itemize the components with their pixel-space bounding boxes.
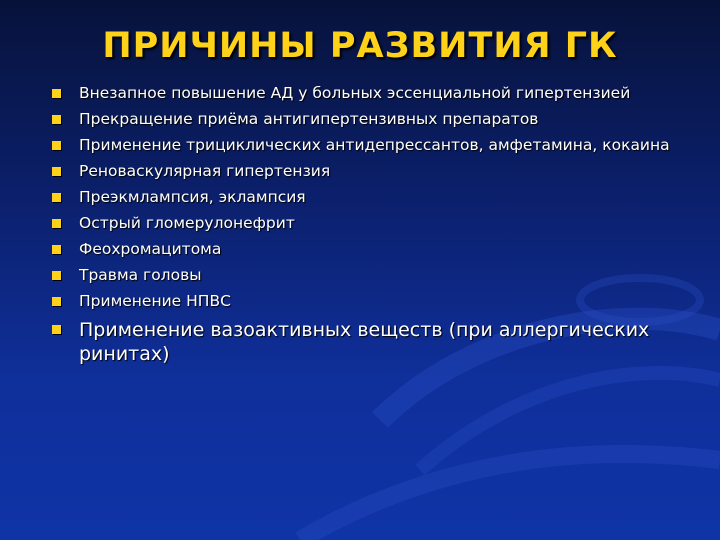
square-bullet-icon (52, 167, 61, 176)
square-bullet-icon (52, 325, 61, 334)
square-bullet-icon (52, 115, 61, 124)
list-item (52, 292, 692, 311)
list-item-text: Прекращение приёма антигипертензивных препаратов (79, 110, 539, 128)
square-bullet-icon (52, 219, 61, 228)
square-bullet-icon (52, 297, 61, 306)
list-item-text: Применение НПВС (79, 292, 231, 310)
square-bullet-icon (52, 141, 61, 150)
list-item (52, 136, 692, 155)
bullet-list (52, 84, 692, 373)
list-item (52, 214, 692, 233)
square-bullet-icon (52, 89, 61, 98)
list-item-text: Травма головы (79, 266, 202, 284)
list-item-text: Применение трициклических антидепрессантов, амфетамина, кокаина (79, 136, 670, 154)
list-item (52, 188, 692, 207)
square-bullet-icon (52, 245, 61, 254)
list-item-text: Внезапное повышение АД у больных эссенциальной гипертензией (79, 84, 631, 102)
list-item-text: Острый гломерулонефрит (79, 214, 295, 232)
list-item-text: Феохромацитома (79, 240, 222, 258)
square-bullet-icon (52, 193, 61, 202)
list-item (52, 266, 692, 285)
list-item (52, 318, 692, 366)
list-item (52, 110, 692, 129)
list-item-text: Применение вазоактивных веществ (при аллергических ринитах) (79, 319, 650, 365)
list-item (52, 84, 692, 103)
square-bullet-icon (52, 271, 61, 280)
list-item (52, 162, 692, 181)
list-item (52, 240, 692, 259)
list-item-text: Преэкмлампсия, эклампсия (79, 188, 306, 206)
slide-title: ПРИЧИНЫ РАЗВИТИЯ ГК (102, 26, 618, 66)
list-item-text: Реноваскулярная гипертензия (79, 162, 331, 180)
